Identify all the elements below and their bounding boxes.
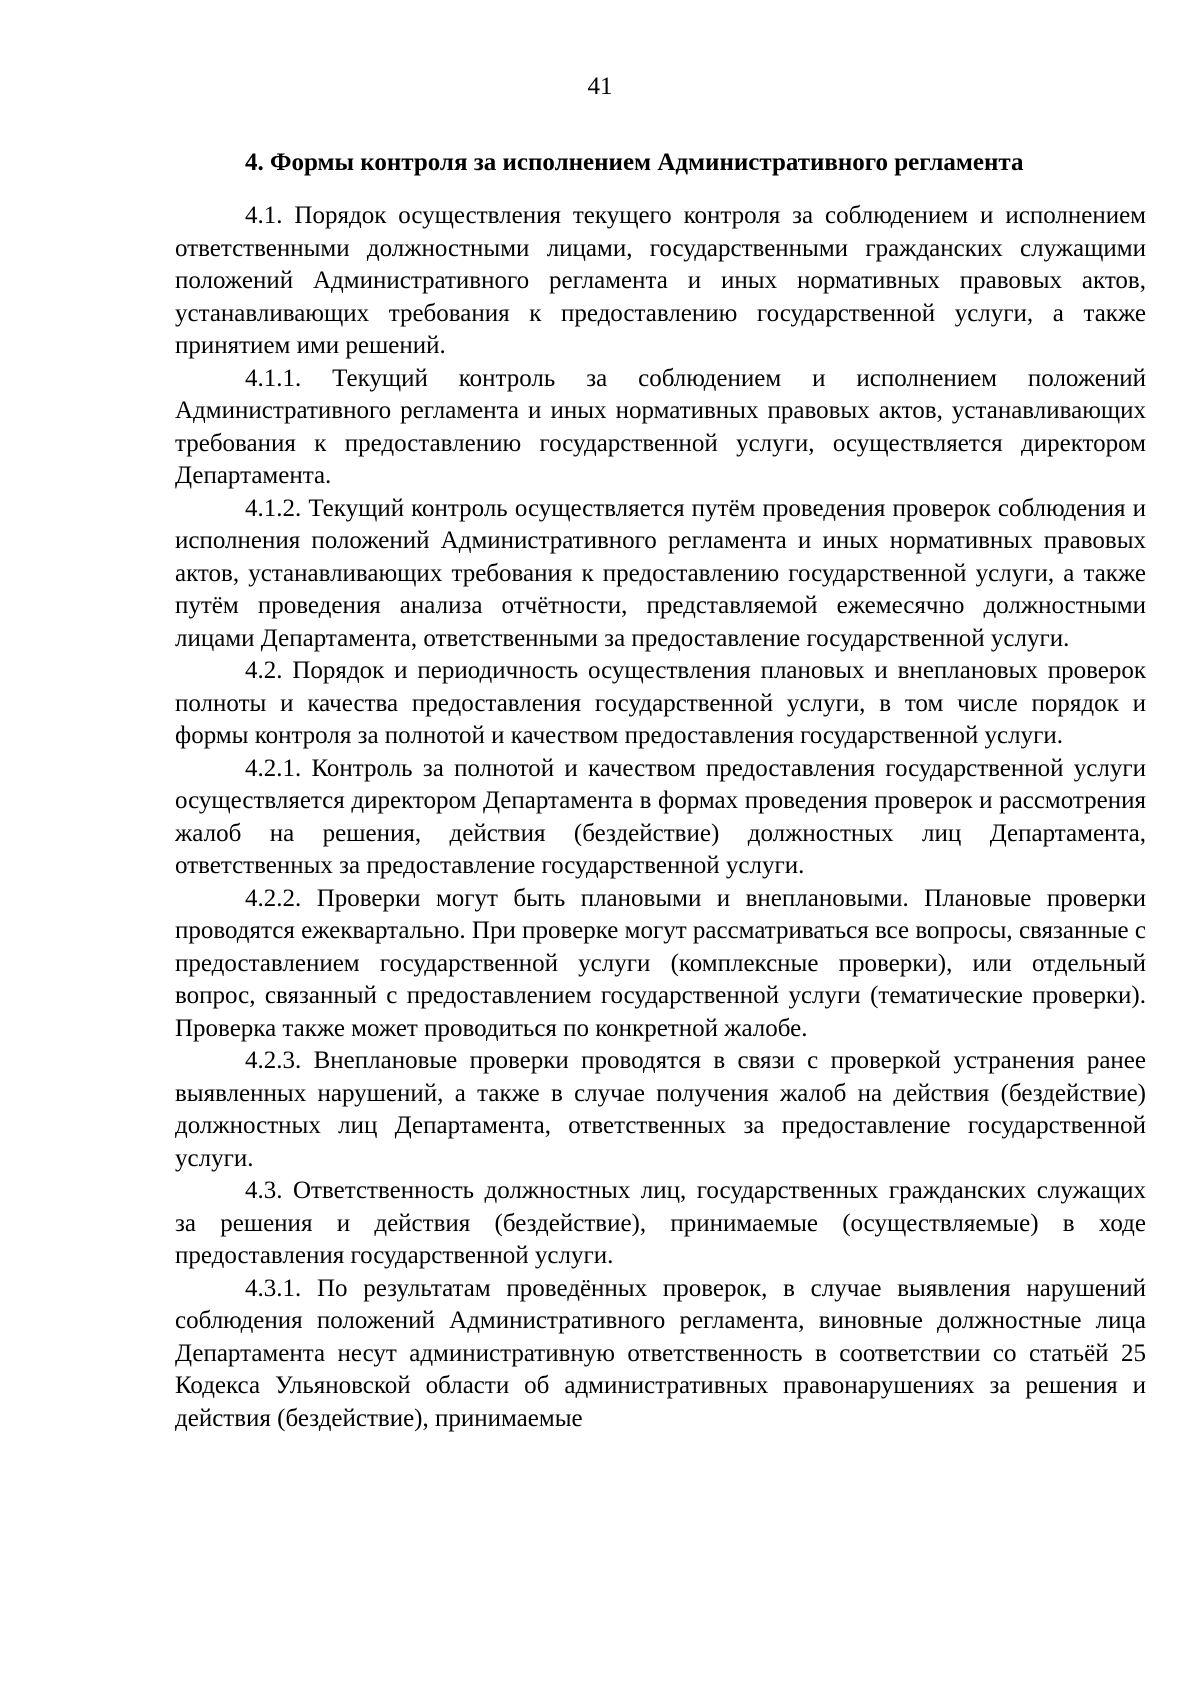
paragraph-4-2-2: 4.2.2. Проверки могут быть плановыми и внеплановыми. Плановые проверки проводятся ежеквартально. При проверке могут рассматриваться все вопросы, связанные с предоставлением государственной услуги (комплексные проверки), или отдельный вопрос, связанный с предоставлением государственной услуги (тематические проверки). Проверка также может проводиться по конкретной жалобе. — [175, 884, 1146, 1042]
paragraph-4-1-1: 4.1.1. Текущий контроль за соблюдением и исполнением положений Административного регламента и иных нормативных правовых актов, устанавливающих требования к предоставлению государственной услуги, осуществляется директором Департамента. — [175, 364, 1146, 489]
section-title: 4. Формы контроля за исполнением Административного регламента — [245, 149, 1024, 176]
page-number: 41 — [587, 73, 613, 100]
paragraph-4-2: 4.2. Порядок и периодичность осуществления плановых и внеплановых проверок полноты и качества предоставления государственной услуги, в том числе порядок и формы контроля за полнотой и качеством предоставления государственной услуги. — [175, 657, 1146, 749]
paragraph-4-2-3: 4.2.3. Внеплановые проверки проводятся в связи с проверкой устранения ранее выявленных нарушений, а также в случае получения жалоб на действия (бездействие) должностных лиц Департамента, ответственных за предоставление государственной услуги. — [175, 1047, 1146, 1172]
paragraph-4-1: 4.1. Порядок осуществления текущего контроля за соблюдением и исполнением ответственными должностными лицами, государственными гражданских служащими положений Административного регламента и иных нормативных правовых актов, устанавливающих требования к предоставлению государственной услуги, а также принятием ими решений. — [175, 202, 1146, 359]
paragraph-4-1-2: 4.1.2. Текущий контроль осуществляется путём проведения проверок соблюдения и исполнения положений Административного регламента и иных нормативных правовых актов, устанавливающих требования к предоставлению государственной услуги, а также путём проведения анализа отчётности, представляемой ежемесячно должностными лицами Департамента, ответственными за предоставление государственной услуги. — [175, 494, 1146, 652]
body-text — [175, 200, 1146, 1435]
paragraph-4-2-1: 4.2.1. Контроль за полнотой и качеством предоставления государственной услуги осуществляется директором Департамента в формах проведения проверок и рассмотрения жалоб на решения, действия (бездействие) должностных лиц Департамента, ответственных за предоставление государственной услуги. — [175, 754, 1146, 879]
paragraph-4-3: 4.3. Ответственность должностных лиц, государственных гражданских служащих за решения и действия (бездействие), принимаемые (осуществляемые) в ходе предоставления государственной услуги. — [175, 1177, 1146, 1269]
paragraph-4-3-1: 4.3.1. По результатам проведённых проверок, в случае выявления нарушений соблюдения положений Административного регламента, виновные должностные лица Департамента несут административную ответственность в соответствии со статьёй 25 Кодекса Ульяновской области об административных правонарушениях за решения и действия (бездействие), принимаемые — [175, 1274, 1146, 1432]
